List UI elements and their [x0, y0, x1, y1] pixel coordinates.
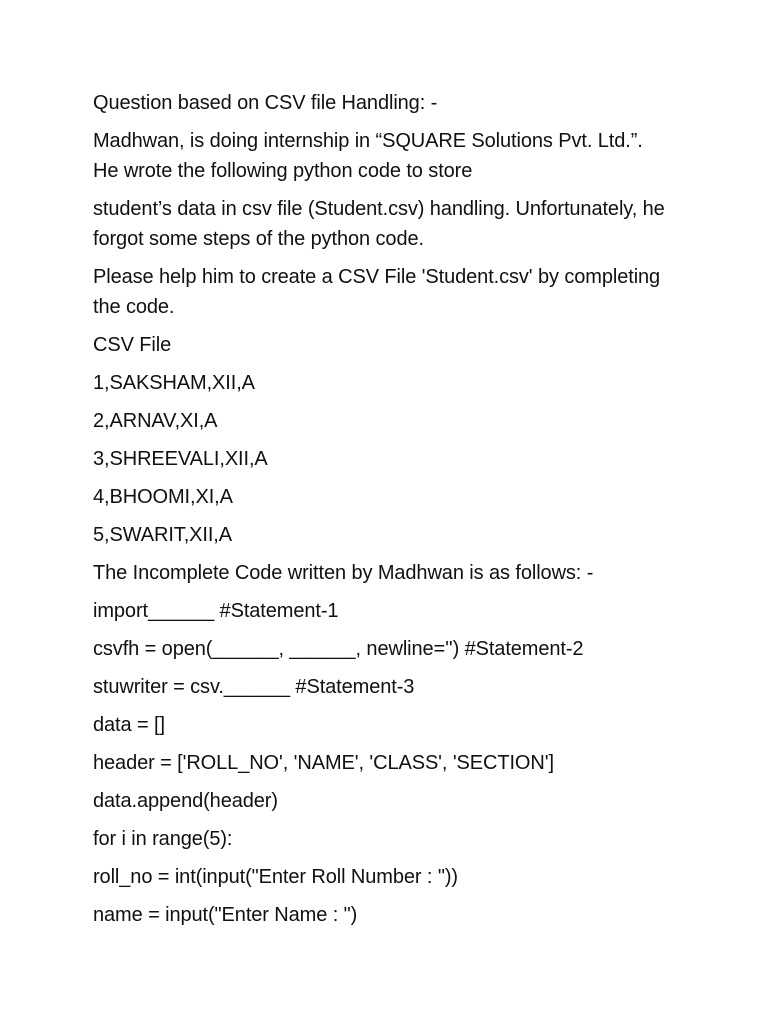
- code-line: header = ['ROLL_NO', 'NAME', 'CLASS', 'SECTION']: [93, 752, 554, 774]
- code-line: name = input("Enter Name : "): [93, 904, 358, 926]
- document-page: [93, 88, 673, 938]
- csv-row: 1,SAKSHAM,XII,A: [93, 372, 255, 394]
- csv-row: 5,SWARIT,XII,A: [93, 524, 233, 546]
- code-intro: The Incomplete Code written by Madhwan is as follows: -: [93, 562, 594, 584]
- code-line: data.append(header): [93, 790, 278, 812]
- code-line: csvfh = open(______, ______, newline='') #Statement-2: [93, 638, 584, 660]
- code-line: stuwriter = csv.______ #Statement-3: [93, 676, 415, 698]
- instruction-paragraph: Please help him to create a CSV File 'Student.csv' by completing the code.: [93, 266, 666, 318]
- csv-file-heading: CSV File: [93, 334, 172, 356]
- code-line: for i in range(5):: [93, 828, 233, 850]
- csv-row: 2,ARNAV,XI,A: [93, 410, 218, 432]
- csv-row: 4,BHOOMI,XI,A: [93, 486, 233, 508]
- intro-paragraph-continued: student’s data in csv file (Student.csv) handling. Unfortunately, he forgot some steps of the python code.: [93, 198, 671, 250]
- code-line: import______ #Statement-1: [93, 600, 339, 622]
- code-line: data = []: [93, 714, 165, 736]
- intro-paragraph: Madhwan, is doing internship in “SQUARE Solutions Pvt. Ltd.”. He wrote the following python code to store: [93, 130, 649, 182]
- csv-row: 3,SHREEVALI,XII,A: [93, 448, 268, 470]
- question-heading: Question based on CSV file Handling: -: [93, 92, 438, 114]
- code-line: roll_no = int(input("Enter Roll Number : ")): [93, 866, 458, 888]
